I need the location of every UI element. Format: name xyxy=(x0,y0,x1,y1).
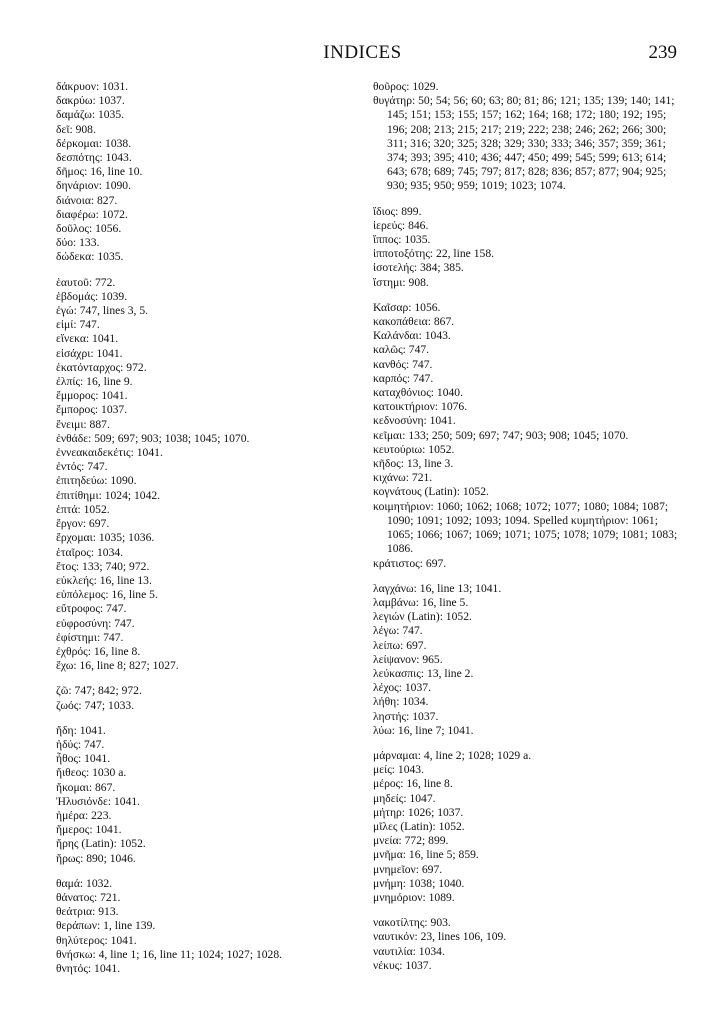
index-entry: ἐννεακαιδεκέτις: 1041. xyxy=(56,446,163,460)
index-entry: ἑβδομάς: 1039. xyxy=(56,289,128,303)
index-entry: λέχος: 1037. xyxy=(373,681,431,695)
index-entry: διάνοια: 827. xyxy=(56,193,118,207)
index-letter-group xyxy=(56,684,356,712)
index-entry: λύω: 16, line 7; 1041. xyxy=(373,723,474,737)
index-entry: ἑταῖρος: 1034. xyxy=(56,545,124,559)
index-entry: διαφέρω: 1072. xyxy=(56,207,128,221)
index-entry: ζῶ: 747; 842; 972. xyxy=(56,684,142,698)
index-entry: ἐφίστημι: 747. xyxy=(56,630,124,644)
index-entry: ἔρχομαι: 1035; 1036. xyxy=(56,531,155,545)
index-column-right xyxy=(373,80,678,984)
index-entry: μνημεῖον: 697. xyxy=(373,862,443,876)
index-entry: ἔχω: 16, line 8; 827; 1027. xyxy=(56,659,179,673)
index-entry: ἐντός: 747. xyxy=(56,460,108,474)
index-entry: κανθός: 747. xyxy=(373,357,433,371)
index-entry: ἐπιτηδεύω: 1090. xyxy=(56,474,137,488)
index-entry: δῆμος: 16, line 10. xyxy=(56,165,143,179)
index-entry: εἰσάχρι: 1041. xyxy=(56,346,123,360)
index-entry: δάκρυον: 1031. xyxy=(56,80,129,93)
index-letter-group xyxy=(56,877,356,976)
index-entry: λαγχάνω: 16, line 13; 1041. xyxy=(373,581,502,595)
index-entry: θεάτρια: 913. xyxy=(56,905,119,919)
index-entry: κεδνοσύνη: 1041. xyxy=(373,414,456,428)
index-entry: μήτηρ: 1026; 1037. xyxy=(373,805,464,819)
index-entry: ἑαυτοῦ: 772. xyxy=(56,275,116,289)
index-entry: θοῦρος: 1029. xyxy=(373,80,439,93)
index-entry: ἥρως: 890; 1046. xyxy=(56,851,136,865)
index-entry: ἔμμορος: 1041. xyxy=(56,389,128,403)
index-entry: ναυτιλία: 1034. xyxy=(373,944,445,958)
index-entry: θνήσκω: 4, line 1; 16, line 11; 1024; 1027; 1028. xyxy=(56,947,283,961)
index-entry: καλῶς: 747. xyxy=(373,343,430,357)
index-entry: νακοτίλτης: 903. xyxy=(373,916,451,930)
index-entry: λεγιών (Latin): 1052. xyxy=(373,610,472,624)
index-entry: δοῦλος: 1056. xyxy=(56,222,122,236)
index-letter-group xyxy=(56,80,356,265)
index-entry: καρπός: 747. xyxy=(373,371,434,385)
index-entry: ἐπιτίθημι: 1024; 1042. xyxy=(56,488,161,502)
index-entry: μάρναμαι: 4, line 2; 1028; 1029 a. xyxy=(373,748,532,762)
index-entry: ληστής: 1037. xyxy=(373,709,439,723)
index-entry: ἤιθεος: 1030 a. xyxy=(56,766,127,780)
index-entry: εἵνεκα: 1041. xyxy=(56,332,119,346)
index-entry: δακρύω: 1037. xyxy=(56,94,125,108)
index-entry: εὐφροσύνη: 747. xyxy=(56,616,135,630)
index-entry: ἥρης (Latin): 1052. xyxy=(56,837,146,851)
index-entry: μνημόριον: 1089. xyxy=(373,890,455,904)
index-letter-group xyxy=(373,301,678,571)
index-entry: ἑπτά: 1052. xyxy=(56,502,110,516)
index-entry: κράτιστος: 697. xyxy=(373,556,447,570)
index-entry: δώδεκα: 1035. xyxy=(56,250,124,264)
index-entry: κακοπάθεια: 867. xyxy=(373,315,455,329)
index-letter-group xyxy=(373,205,678,290)
index-entry: θεράπων: 1, line 139. xyxy=(56,919,156,933)
index-entry: κατοικτήριον: 1076. xyxy=(373,400,468,414)
index-column-left xyxy=(56,80,356,987)
index-letter-group xyxy=(373,916,678,973)
index-entry: ἵστημι: 908. xyxy=(373,275,429,289)
index-entry: μνῆμα: 16, line 5; 859. xyxy=(373,848,479,862)
index-entry: ἔνειμι: 887. xyxy=(56,417,110,431)
running-header-title: INDICES xyxy=(323,42,402,63)
index-entry: ζωός: 747; 1033. xyxy=(56,698,135,712)
index-entry: μνήμη: 1038; 1040. xyxy=(373,876,465,890)
index-letter-group xyxy=(56,276,356,674)
index-entry: ἴδιος: 899. xyxy=(373,204,422,218)
index-entry: λέγω: 747. xyxy=(373,624,423,638)
index-entry: ἑκατόνταρχος: 972. xyxy=(56,360,147,374)
index-entry: λήθη: 1034. xyxy=(373,695,429,709)
index-entry: δέρκομαι: 1038. xyxy=(56,136,132,150)
index-entry: ἤδη: 1041. xyxy=(56,723,106,737)
index-entry: λεύκασπις: 13, line 2. xyxy=(373,666,474,680)
index-entry: ἡμέρα: 223. xyxy=(56,808,112,822)
index-entry: θυγάτηρ: 50; 54; 56; 60; 63; 80; 81; 86; 121; 135; 139; 140; 141; 145; 151; 153; 155; 157; 162; 164; 168; 172; 180; 192; 195; 196; 208; 213; 215; 217; 219; 222; 238; 246; 262; 266; 300; 311; 316; 320; 325; 328; 329; 330; 333; 346; 357; 359; 361; 374; 393; 395; 410; 436; 447; 450; 499; 545; 599; 613; 614; 643; 678; 689; 745; 797; 817; 828; 836; 857; 877; 904; 925; 930; 935; 950; 959; 1019; 1023; 1074. xyxy=(373,94,675,193)
index-entry: ἰσοτελής: 384; 385. xyxy=(373,261,464,275)
index-entry: κιχάνω: 721. xyxy=(373,471,433,485)
index-entry: ἱπποτοξότης: 22, line 158. xyxy=(373,247,495,261)
index-entry: ἐνθάδε: 509; 697; 903; 1038; 1045; 1070. xyxy=(56,431,250,445)
index-entry: νέκυς: 1037. xyxy=(373,958,432,972)
index-entry: ἔτος: 133; 740; 972. xyxy=(56,559,150,573)
index-entry: εὐκλεής: 16, line 13. xyxy=(56,573,152,587)
index-entry: κοιμητήριον: 1060; 1062; 1068; 1072; 1077; 1080; 1084; 1087; 1090; 1091; 1092; 1093; 1094. Spelled κυμητήριον: 1061; 1065; 1066; 1067; 1069; 1071; 1075; 1078; 1079; 1081; 1083; 1086. xyxy=(373,499,678,556)
index-entry: μέρος: 16, line 8. xyxy=(373,777,453,791)
index-entry: κογνάτους (Latin): 1052. xyxy=(373,485,489,499)
index-entry: ἡδύς: 747. xyxy=(56,737,105,751)
index-entry: Ἠλυσιόνδε: 1041. xyxy=(56,794,141,808)
index-entry: θαμά: 1032. xyxy=(56,876,113,890)
index-entry: ἥκομαι: 867. xyxy=(56,780,116,794)
index-letter-group xyxy=(373,582,678,738)
index-entry: κεῖμαι: 133; 250; 509; 697; 747; 903; 908; 1045; 1070. xyxy=(373,428,629,442)
index-entry: εὔτροφος: 747. xyxy=(56,602,127,616)
index-entry: δαμάζω: 1035. xyxy=(56,108,125,122)
page-number: 239 xyxy=(648,42,677,63)
index-entry: δηνάριον: 1090. xyxy=(56,179,131,193)
index-entry: δύο: 133. xyxy=(56,236,100,250)
index-entry: ἔμπορος: 1037. xyxy=(56,403,128,417)
index-entry: ἐλπίς: 16, line 9. xyxy=(56,375,133,389)
index-entry: μείς: 1043. xyxy=(373,763,425,777)
index-letter-group xyxy=(373,749,678,905)
index-entry: καταχθόνιος: 1040. xyxy=(373,386,463,400)
index-entry: εἰμί: 747. xyxy=(56,318,100,332)
index-entry: ἵππος: 1035. xyxy=(373,233,431,247)
index-entry: δεῖ: 908. xyxy=(56,122,96,136)
index-entry: κευτούριω: 1052. xyxy=(373,442,455,456)
index-entry: μῖλες (Latin): 1052. xyxy=(373,819,465,833)
index-entry: μνεία: 772; 899. xyxy=(373,834,449,848)
index-entry: ναυτικόν: 23, lines 106, 109. xyxy=(373,930,507,944)
index-letter-group xyxy=(56,724,356,866)
index-entry: ἐγώ: 747, lines 3, 5. xyxy=(56,304,149,318)
index-entry: ἥμερος: 1041. xyxy=(56,823,122,837)
index-entry: λαμβάνω: 16, line 5. xyxy=(373,595,469,609)
index-entry: εὐπόλεμος: 16, line 5. xyxy=(56,588,158,602)
index-entry: λείπω: 697. xyxy=(373,638,427,652)
index-letter-group xyxy=(373,80,678,194)
index-entry: θηλύτερος: 1041. xyxy=(56,933,137,947)
index-entry: ἱερεύς: 846. xyxy=(373,218,429,232)
index-entry: θνητός: 1041. xyxy=(56,961,121,975)
index-entry: ἔργον: 697. xyxy=(56,517,110,531)
index-entry: ἦθος: 1041. xyxy=(56,752,111,766)
index-entry: μηδείς: 1047. xyxy=(373,791,436,805)
index-entry: ἐχθρός: 16, line 8. xyxy=(56,644,141,658)
index-entry: δεσπότης: 1043. xyxy=(56,151,132,165)
index-entry: Καλάνδαι: 1043. xyxy=(373,329,451,343)
index-entry: θάνατος: 721. xyxy=(56,890,121,904)
index-entry: λείψανον: 965. xyxy=(373,652,443,666)
index-entry: κῆδος: 13, line 3. xyxy=(373,457,454,471)
index-entry: Καῖσαρ: 1056. xyxy=(373,300,441,314)
